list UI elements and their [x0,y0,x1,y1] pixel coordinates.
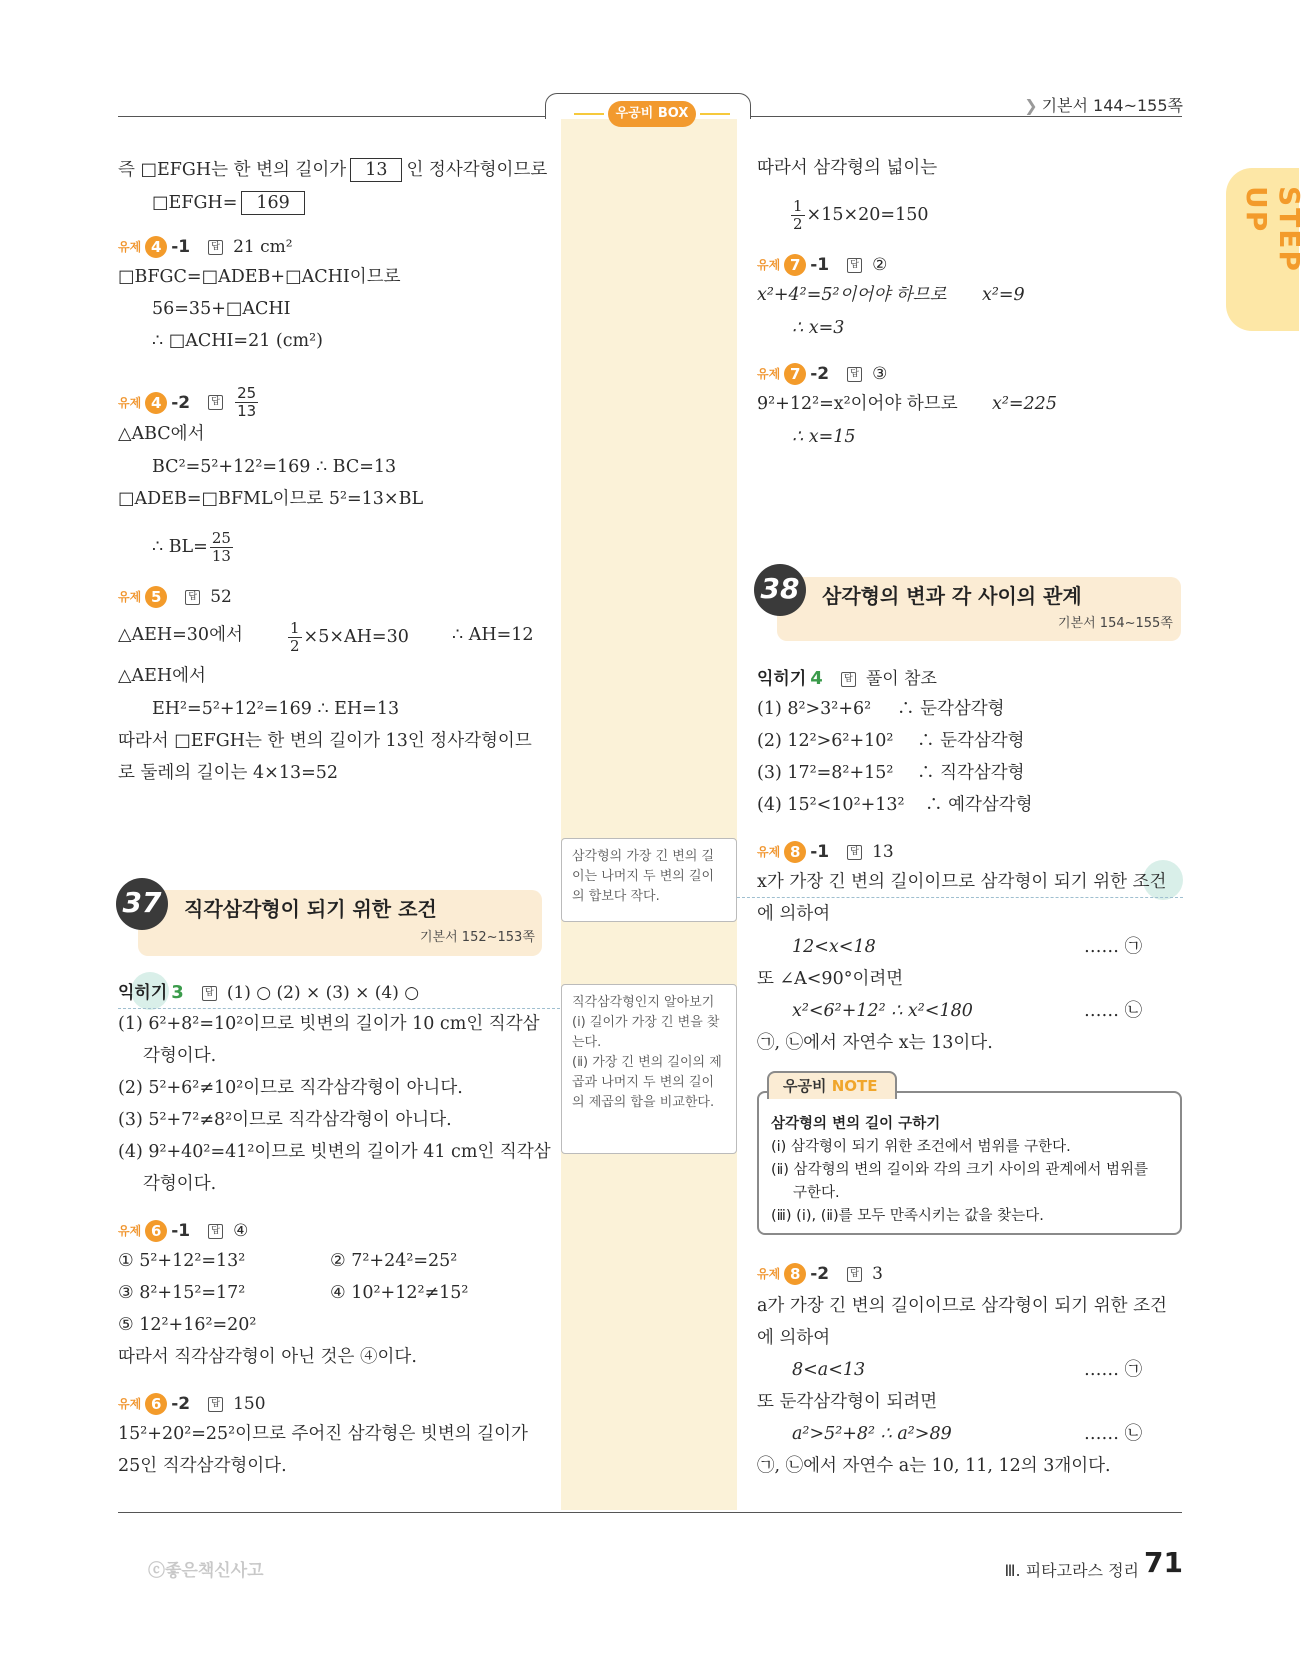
text-line: a²>5²+8² ∴ a²>89 [792,1424,952,1444]
text-line: BC²=5²+12²=169 ∴ BC=13 [152,457,397,477]
bottom-rule [118,1512,1182,1513]
text-line: a가 가장 긴 변의 길이이므로 삼각형이 되기 위한 조건 [757,1296,1167,1316]
text-line: ∴ □ACHI=21 (cm²) [152,331,323,351]
text-line: ∴ 둔각삼각형 [897,699,1005,719]
text-line: 에 의하여 [757,1328,831,1348]
section-number: 38 [754,564,806,616]
answer-icon: 답 [202,986,217,1001]
side-note: 직각삼각형인지 알아보기 (ⅰ) 길이가 가장 긴 변을 찾는다. (ⅱ) 가장 긴 변의 길이의 제곱과 나머지 두 변의 길이의 제곱의 합을 비교한다. [561,984,737,1154]
problem-header: 유제 8 -1 답 13 [757,842,894,862]
section-title: 삼각형의 변과 각 사이의 관계 [822,584,1082,608]
fraction: $\frac{1}{2}$ [290,619,300,655]
text-line: 따라서 삼각형의 넓이는 [757,158,938,178]
text-line: □EFGH= 169 [152,191,309,215]
answer-icon: 답 [847,258,862,273]
text-line: 에 의하여 [757,904,831,924]
step-up-tab: STEP UP [1226,168,1299,331]
problem-header: 유제 8 -2 답 3 [757,1264,883,1284]
text-line: ③ 8²+15²=17² [118,1283,246,1303]
answer-box: 13 [350,158,402,182]
problem-header: 유제 7 -2 답 ③ [757,364,888,384]
text-line: 9²+12²=x²이어야 하므로 [757,394,958,414]
text-line: (3) 5²+7²≠8²이므로 직각삼각형이 아니다. [118,1110,452,1130]
text-line: 25인 직각삼각형이다. [118,1456,287,1476]
text-line: ④ 10²+12²≠15² [330,1283,469,1303]
text-line: 15²+20²=25²이므로 주어진 삼각형은 빗변의 길이가 [118,1424,528,1444]
box-label: 우공비 BOX [608,101,696,127]
answer-icon: 답 [208,395,223,410]
text-line: ∴ 둔각삼각형 [917,731,1025,751]
text-line: 56=35+□ACHI [152,299,291,319]
text-line: 따라서 직각삼각형이 아닌 것은 ④이다. [118,1347,417,1367]
text-line: △ABC에서 [118,424,205,444]
text-line: x²+4²=5²이어야 하므로 [757,285,947,305]
text-line: (2) 5²+6²≠10²이므로 직각삼각형이 아니다. [118,1078,463,1098]
section-title: 직각삼각형이 되기 위한 조건 [184,897,437,921]
text-line: 또 ∠A<90°이려면 [757,969,904,989]
text-line: 또 둔각삼각형이 되려면 [757,1392,938,1412]
note-tab: 우공비 NOTE [767,1071,897,1099]
answer-icon: 답 [841,672,856,687]
text-line: ② 7²+24²=25² [330,1251,458,1271]
text-line: $\frac{1}{2}$ ×5×AH=30 [290,619,409,655]
text-line: …… ㉠ [1084,937,1143,957]
text-line: 따라서 □EFGH는 한 변의 길이가 13인 정사각형이므 [118,731,532,751]
problem-header: 익히기 3 답 (1) ○ (2) × (3) × (4) ○ [118,982,420,1003]
answer-box: 169 [241,191,304,215]
fraction: $\frac{1}{2}$ [793,197,803,233]
text-line: △AEH=30에서 [118,625,243,645]
text-line: 각형이다. [143,1174,217,1194]
problem-header: 익히기 4 답 풀이 참조 [757,668,937,689]
note-title: 삼각형의 변의 길이 구하기 [771,1116,941,1132]
text-line: 8<a<13 [792,1360,866,1380]
answer-icon: 답 [208,1224,223,1239]
side-note: 삼각형의 가장 긴 변의 길이는 나머지 두 변의 길이의 합보다 작다. [561,838,737,922]
problem-header: 유제 7 -1 답 ② [757,255,888,275]
text-line: …… ㉠ [1084,1360,1143,1380]
note-line: (ⅰ) 삼각형이 되기 위한 조건에서 범위를 구한다. [771,1139,1071,1155]
text-line: x가 가장 긴 변의 길이이므로 삼각형이 되기 위한 조건 [757,872,1167,892]
text-line: EH²=5²+12²=169 ∴ EH=13 [152,699,400,719]
note-line: (ⅲ) (ⅰ), (ⅱ)를 모두 만족시키는 값을 찾는다. [771,1208,1044,1224]
text-line: (4) 9²+40²=41²이므로 빗변의 길이가 41 cm인 직각삼 [118,1142,551,1162]
note-box [757,1091,1182,1235]
text-line: ∴ 예각삼각형 [925,795,1033,815]
page-number: 71 [1144,1546,1183,1579]
text-line: x²=225 [992,394,1057,414]
text-line: ㉠, ㉡에서 자연수 a는 10, 11, 12의 3개이다. [757,1456,1111,1476]
text-line: ∴ BL= $\frac{25}{13}$ [152,529,231,565]
answer-icon: 답 [208,240,223,255]
fraction: $\frac{25}{13}$ [211,529,231,565]
text-line: (1) 8²>3²+6² [757,699,872,719]
note-line: (ⅱ) 삼각형의 변의 길이와 각의 크기 사이의 관계에서 범위를 [771,1162,1148,1178]
box-column-background [561,112,737,1510]
text-line: 12<x<18 [792,937,876,957]
text-line: (1) 6²+8²=10²이므로 빗변의 길이가 10 cm인 직각삼 [118,1014,540,1034]
text-line: x²<6²+12² ∴ x²<180 [792,1001,973,1021]
reference-pages: ❯ 기본서 144~155쪽 [1024,96,1183,115]
problem-header: 유제 4 -1 답 21 cm² [118,237,293,257]
answer-icon: 답 [847,1267,862,1282]
text-line: ① 5²+12²=13² [118,1251,246,1271]
text-line: △AEH에서 [118,666,206,686]
text-line: (4) 15²<10²+13² [757,795,905,815]
text-line: x²=9 [982,285,1025,305]
answer-icon: 답 [847,367,862,382]
text-line: ∴ x=15 [792,427,856,447]
fraction: $\frac{25}{13}$ [237,384,257,420]
problem-header: 유제 4 -2 답 $\frac{25}{13}$ [118,384,257,420]
section-number: 37 [116,878,168,930]
text-line: …… ㉡ [1084,1424,1143,1444]
text-line: (3) 17²=8²+15² [757,763,894,783]
text-line: $\frac{1}{2}$ ×15×20=150 [793,197,929,233]
text-line: 로 둘레의 길이는 4×13=52 [118,763,339,783]
chapter-title: Ⅲ. 피타고라스 정리 [1004,1561,1139,1580]
text-line: 즉 □EFGH는 한 변의 길이가 13 인 정사각형이므로 [118,160,548,180]
text-line: ∴ AH=12 [452,625,534,645]
section-reference: 기본서 154~155쪽 [1058,616,1173,631]
text-line: □ADEB=□BFML이므로 5²=13×BL [118,489,424,509]
text-line: □BFGC=□ADEB+□ACHI이므로 [118,267,401,287]
answer-icon: 답 [185,590,200,605]
text-line: …… ㉡ [1084,1001,1143,1021]
text-line: ㉠, ㉡에서 자연수 x는 13이다. [757,1033,993,1053]
publisher: ⓒ좋은책신사고 [148,1561,264,1581]
section-reference: 기본서 152~153쪽 [420,930,535,945]
text-line: (2) 12²>6²+10² [757,731,894,751]
text-line: ∴ x=3 [792,318,845,338]
note-line: 구한다. [793,1185,840,1201]
problem-header: 유제 5 답 52 [118,587,232,607]
problem-header: 유제 6 -2 답 150 [118,1394,266,1414]
text-line: ∴ 직각삼각형 [917,763,1025,783]
answer-icon: 답 [847,845,862,860]
problem-header: 유제 6 -1 답 ④ [118,1221,249,1241]
answer-icon: 답 [208,1397,223,1412]
text-line: ⑤ 12²+16²=20² [118,1315,257,1335]
text-line: 각형이다. [143,1046,217,1066]
chevron-right-icon: ❯ [1024,96,1038,115]
